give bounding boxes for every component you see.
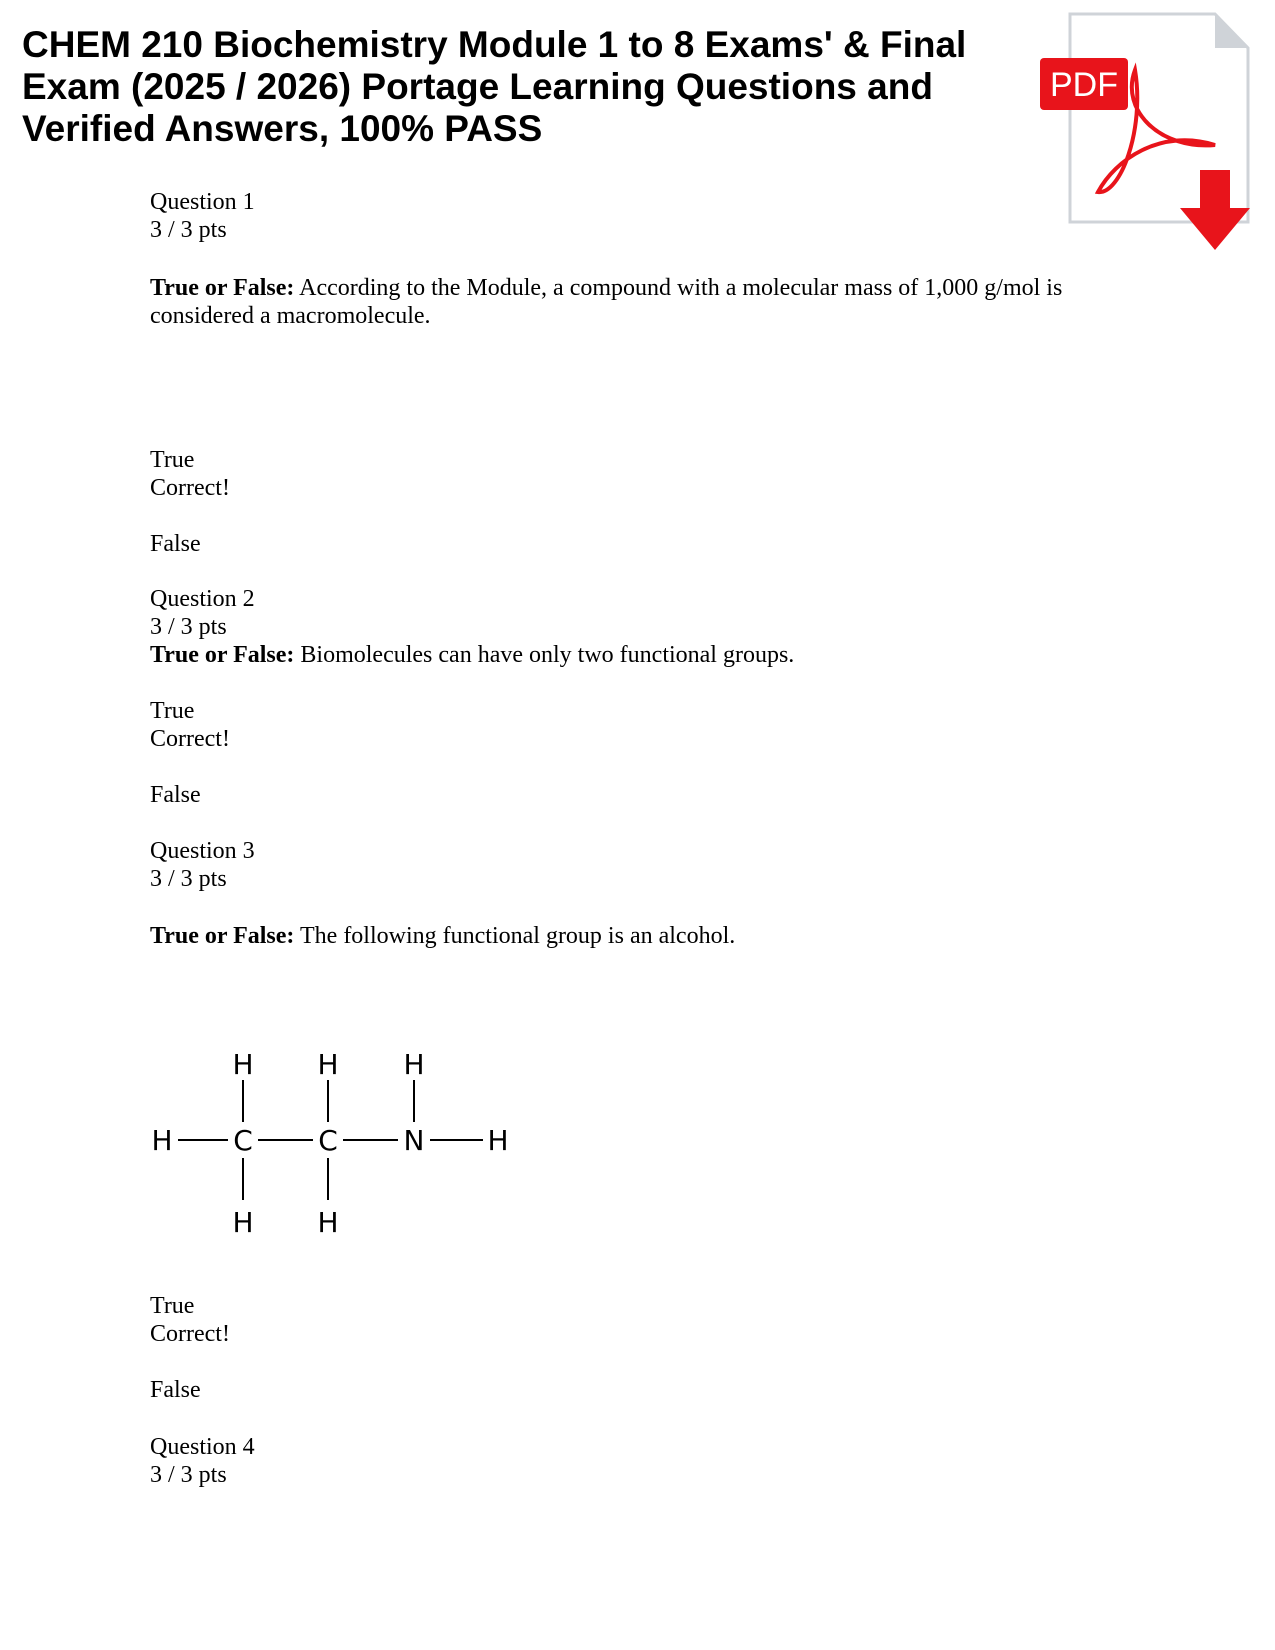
question-points: 3 / 3 pts xyxy=(150,614,227,640)
atom-label: H xyxy=(232,1206,254,1239)
ethylamine-structure-diagram xyxy=(148,1050,528,1270)
atom-label: H xyxy=(151,1124,173,1157)
answer-option[interactable]: False xyxy=(150,1377,201,1403)
atom-label: C xyxy=(318,1124,338,1157)
question-text: The following functional group is an alcohol. xyxy=(300,923,736,949)
question-text: Biomolecules can have only two functional groups. xyxy=(300,642,795,668)
atom-label: H xyxy=(232,1050,254,1081)
question-prompt xyxy=(150,641,794,669)
question-type-label: True or False: xyxy=(150,642,295,668)
pdf-badge-label: PDF xyxy=(1050,66,1118,104)
atom-label: H xyxy=(317,1050,339,1081)
atom-label: H xyxy=(317,1206,339,1239)
question-points: 3 / 3 pts xyxy=(150,1462,227,1488)
pdf-download-icon[interactable] xyxy=(1040,10,1260,260)
answer-option[interactable]: False xyxy=(150,782,201,808)
question-heading: Question 3 xyxy=(150,838,255,864)
question-heading: Question 2 xyxy=(150,586,255,612)
answer-option[interactable]: True xyxy=(150,1293,195,1319)
document-title: CHEM 210 Biochemistry Module 1 to 8 Exams' & Final Exam (2025 / 2026) Portage Learning Questions and Verified Answers, 100% PASS xyxy=(22,24,967,149)
question-type-label: True or False: xyxy=(150,275,295,301)
question-points: 3 / 3 pts xyxy=(150,217,227,243)
answer-option[interactable]: True xyxy=(150,447,195,473)
answer-option[interactable]: False xyxy=(150,531,201,557)
answer-feedback: Correct! xyxy=(150,726,230,752)
question-prompt xyxy=(150,922,735,950)
answer-feedback: Correct! xyxy=(150,475,230,501)
answer-option[interactable]: True xyxy=(150,698,195,724)
atom-label: H xyxy=(487,1124,509,1157)
question-heading: Question 1 xyxy=(150,189,255,215)
question-text: According to the Module, a compound with a molecular mass of 1,000 g/mol is considered a macromolecule. xyxy=(150,275,1063,329)
answer-feedback: Correct! xyxy=(150,1321,230,1347)
atom-label: N xyxy=(403,1124,425,1157)
question-prompt xyxy=(150,274,1110,330)
atom-label: H xyxy=(403,1050,425,1081)
question-points: 3 / 3 pts xyxy=(150,866,227,892)
question-type-label: True or False: xyxy=(150,923,295,949)
atom-label: C xyxy=(233,1124,253,1157)
question-heading: Question 4 xyxy=(150,1434,255,1460)
